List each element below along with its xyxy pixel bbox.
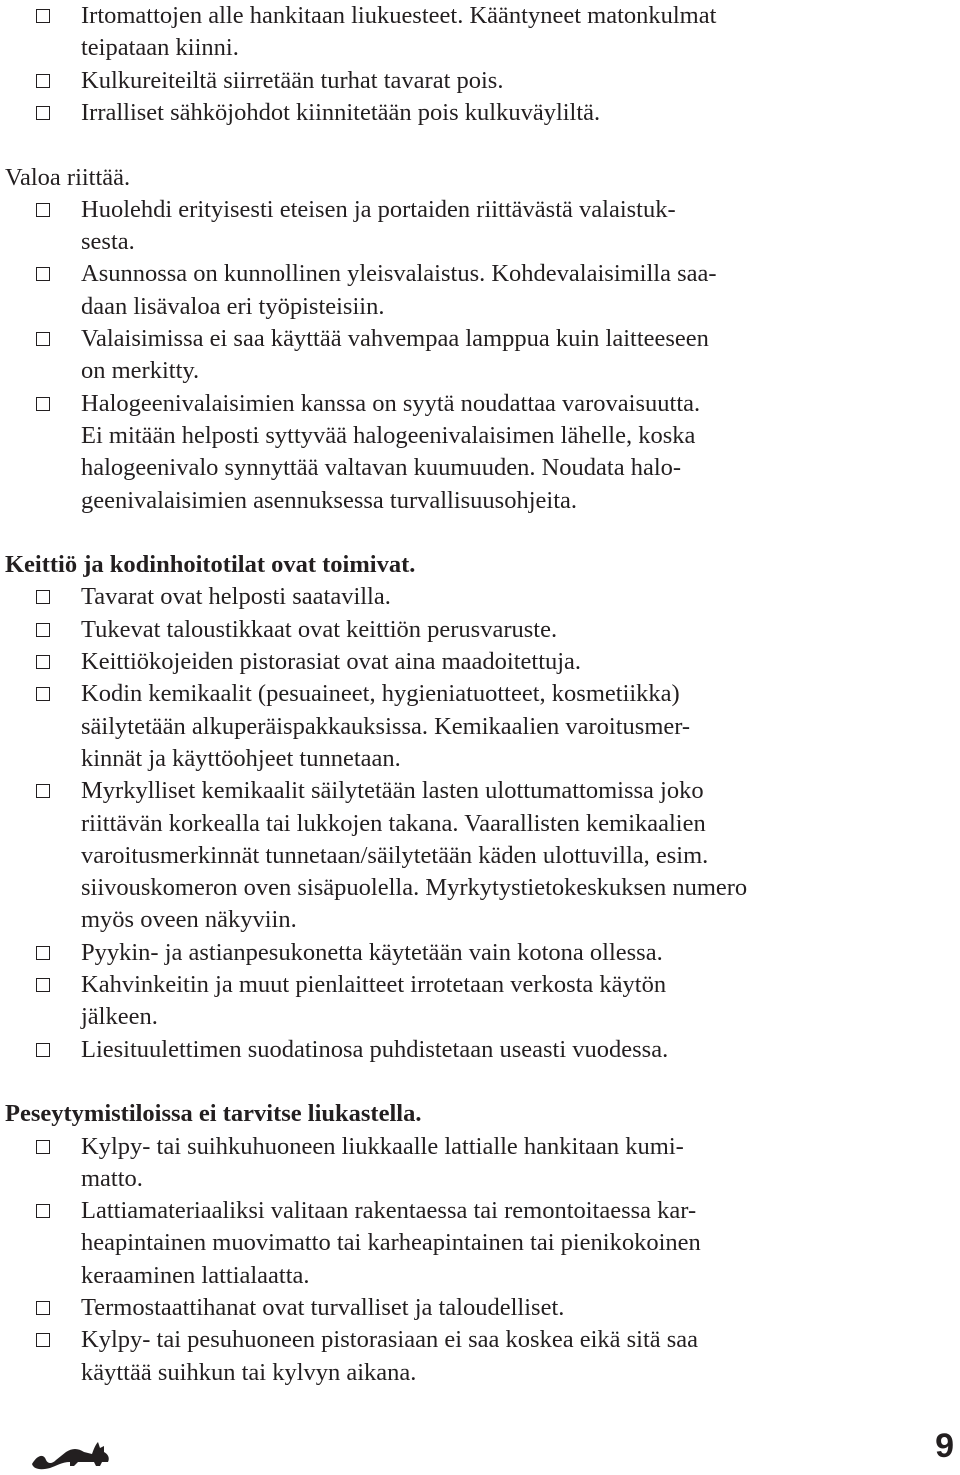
checkbox[interactable]: [36, 687, 50, 701]
checkbox[interactable]: [36, 74, 50, 88]
checkbox[interactable]: [36, 946, 50, 960]
checklist-item-text: Irtomattojen alle hankitaan liukuesteet. Kääntyneet matonkulmat: [81, 2, 717, 29]
checkbox[interactable]: [36, 9, 50, 23]
checklist-item-text: teipataan kiinni.: [81, 34, 239, 62]
checklist-item-text: jälkeen.: [81, 1003, 158, 1031]
section-heading: Peseytymistiloissa ei tarvitse liukastella.: [5, 1100, 422, 1128]
checklist-item-text: Kulkureiteiltä siirretään turhat tavarat pois.: [81, 66, 504, 94]
checklist-item-text: siivouskomeron oven sisäpuolella. Myrkytystietokeskuksen numero: [81, 874, 748, 902]
checklist-item-text: Keittiökojeiden pistorasiat ovat aina maadoitettuja.: [81, 648, 582, 675]
checkbox[interactable]: [36, 1204, 50, 1218]
checkbox[interactable]: [36, 203, 50, 217]
checklist-item-text: Tavarat ovat helposti saatavilla.: [81, 583, 391, 611]
checklist-item-text: Asunnossa on kunnollinen yleisvalaistus. Kohdevalaisimilla saa-: [81, 260, 717, 288]
checklist-item-text: Pyykin- ja astianpesukonetta käytetään vain kotona ollessa.: [81, 938, 663, 966]
checklist-item-text: myös oveen näkyviin.: [81, 906, 297, 934]
checklist-item-text: Termostaattihanat ovat turvalliset ja taloudelliset.: [81, 1294, 565, 1321]
checklist-item-text: keraaminen lattialaatta.: [81, 1261, 310, 1289]
checklist-item-text: Ei mitään helposti syttyvää halogeenivalaisimen lähelle, koska: [81, 421, 696, 449]
cat-logo-icon: [30, 1424, 112, 1470]
checklist-item-text: heapintainen muovimatto tai karheapintainen tai pienikokoinen: [81, 1229, 701, 1257]
checklist-item-text: riittävän korkealla tai lukkojen takana. Vaarallisten kemikaalien: [81, 809, 706, 837]
checkbox[interactable]: [36, 784, 50, 798]
checklist-item-text: käyttää suihkun tai kylvyn aikana.: [81, 1358, 417, 1386]
checkbox[interactable]: [36, 590, 50, 604]
checklist-item-text: Valaisimissa ei saa käyttää vahvempaa lamppua kuin laitteeseen: [81, 325, 709, 352]
checklist-item-text: Kylpy- tai pesuhuoneen pistorasiaan ei saa koskea eikä sitä saa: [81, 1326, 699, 1354]
checklist-item-text: Liesituulettimen suodatinosa puhdistetaan useasti vuodessa.: [81, 1035, 669, 1063]
checklist-item-text: sesta.: [81, 228, 135, 256]
checklist-item-text: Kodin kemikaalit (pesuaineet, hygieniatuotteet, kosmetiikka): [81, 680, 680, 708]
checkbox[interactable]: [36, 1140, 50, 1154]
checkbox[interactable]: [36, 397, 50, 411]
checklist-item-text: varoitusmerkinnät tunnetaan/säilytetään käden ulottuvilla, esim.: [81, 841, 709, 869]
checklist-item-text: on merkitty.: [81, 357, 200, 385]
checklist-item-text: Kahvinkeitin ja muut pienlaitteet irrotetaan verkosta käytön: [81, 971, 667, 998]
checklist-item-text: Tukevat taloustikkaat ovat keittiön perusvaruste.: [81, 615, 558, 643]
section-heading: Keittiö ja kodinhoitotilat ovat toimivat.: [5, 551, 416, 579]
checkbox[interactable]: [36, 1301, 50, 1315]
checklist-item-text: daan lisävaloa eri työpisteisiin.: [81, 292, 385, 320]
section-heading: Valoa riittää.: [5, 163, 131, 191]
checkbox[interactable]: [36, 267, 50, 281]
checkbox[interactable]: [36, 978, 50, 992]
checklist-item-text: Halogeenivalaisimien kanssa on syytä noudattaa varovaisuutta.: [81, 389, 701, 417]
checklist-item-text: Kylpy- tai suihkuhuoneen liukkaalle lattialle hankitaan kumi-: [81, 1132, 684, 1160]
checklist-item-text: geenivalaisimien asennuksessa turvallisuusohjeita.: [81, 486, 578, 514]
checklist-item-text: Huolehdi erityisesti eteisen ja portaiden riittävästä valaistuk-: [81, 195, 676, 223]
checklist-item-text: Irralliset sähköjohdot kiinnitetään pois kulkuväyliltä.: [81, 98, 601, 126]
checklist-item-text: matto.: [81, 1164, 143, 1192]
checkbox[interactable]: [36, 655, 50, 669]
checkbox[interactable]: [36, 332, 50, 346]
checklist-item-text: kinnät ja käyttöohjeet tunnetaan.: [81, 744, 401, 772]
checklist-item-text: säilytetään alkuperäispakkauksissa. Kemikaalien varoitusmer-: [81, 712, 691, 740]
checklist-item-text: Myrkylliset kemikaalit säilytetään lasten ulottumattomissa joko: [81, 777, 704, 805]
page-number: 9: [935, 1427, 954, 1465]
checkbox[interactable]: [36, 1333, 50, 1347]
checkbox[interactable]: [36, 106, 50, 120]
checkbox[interactable]: [36, 623, 50, 637]
checklist-item-text: halogeenivalo synnyttää valtavan kuumuuden. Noudata halo-: [81, 454, 682, 482]
checkbox[interactable]: [36, 1043, 50, 1057]
checklist-item-text: Lattiamateriaaliksi valitaan rakentaessa tai remontoitaessa kar-: [81, 1197, 697, 1225]
